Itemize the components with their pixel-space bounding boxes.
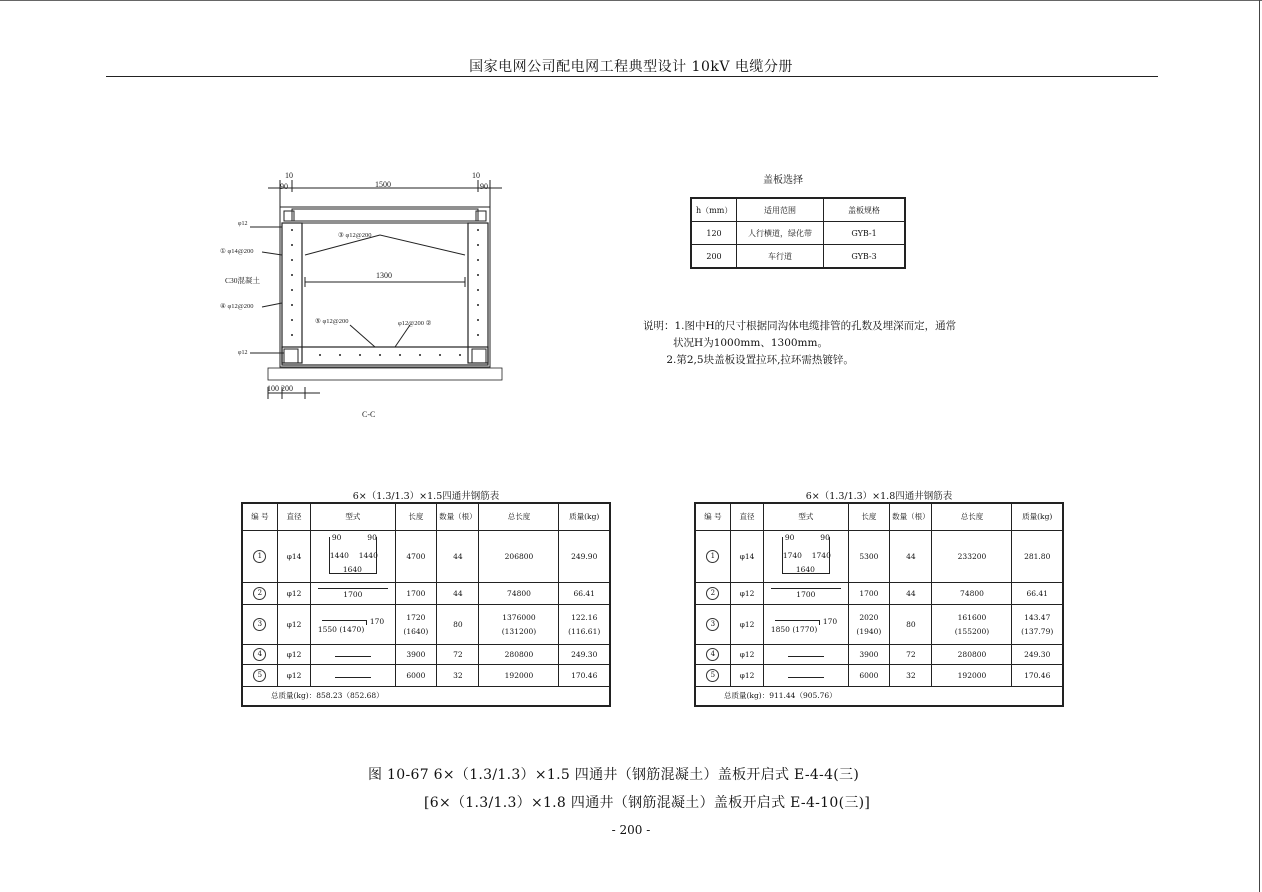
- rebar-length-value: 2020: [859, 612, 879, 622]
- rebar-shape: [311, 530, 395, 582]
- shape-hook: [318, 612, 388, 634]
- stirrup-bottom: 1640: [795, 565, 815, 574]
- rebar-quantity: 32: [437, 664, 479, 686]
- rebar-mass: [559, 582, 610, 604]
- rebar-shape: [764, 582, 848, 604]
- header-cell: 编 号: [695, 503, 730, 530]
- rebar-total-length-value: (131200): [501, 626, 537, 636]
- stirrup-mid-left: 1440: [329, 551, 349, 560]
- header-cell: 数量（根）: [437, 503, 479, 530]
- header-cell: h（mm）: [691, 198, 737, 222]
- table-header-row: [695, 503, 1063, 530]
- header-cell: 质量(kg): [559, 503, 610, 530]
- label-rebar3: ③ φ12@200: [338, 232, 372, 239]
- rebar-diameter: φ14: [730, 530, 763, 582]
- rebar-mass: [1012, 530, 1063, 582]
- table-row: [242, 582, 610, 604]
- rebar-length-value: 1720: [406, 612, 426, 622]
- rebar-total-length: [932, 530, 1012, 582]
- table-row: [242, 664, 610, 686]
- table-cell: 人行横道，绿化带: [737, 222, 824, 245]
- rebar-shape: [311, 604, 395, 644]
- rebar-number: [695, 664, 730, 686]
- rebar-total-length: [932, 582, 1012, 604]
- hook-label: 1850 (1770): [770, 625, 818, 634]
- rebar-total-length-value: 280800: [504, 649, 534, 659]
- rebar-quantity: 80: [890, 604, 932, 644]
- header-cell: 型式: [311, 503, 395, 530]
- circled-number: 2: [706, 587, 719, 600]
- rebar-mass: [559, 604, 610, 644]
- circled-number: 4: [253, 648, 266, 661]
- rebar-shape: [764, 644, 848, 664]
- rebar-length: [848, 582, 890, 604]
- rebar-diameter: φ12: [277, 604, 310, 644]
- rebar-mass-value: (137.79): [1021, 626, 1054, 636]
- rebar-total-length-value: 1376000: [502, 612, 536, 622]
- rebar-total-length: [479, 582, 559, 604]
- rebar-length-value: 5300: [859, 551, 879, 561]
- rebar-total-length-value: (155200): [954, 626, 990, 636]
- header-cell: 长度: [395, 503, 437, 530]
- total-mass: 总质量(kg)：858.23（852.68）: [242, 686, 610, 706]
- stirrup-top-right: 90: [820, 533, 830, 542]
- table-header-row: [691, 198, 905, 222]
- rebar-mass-value: 143.47: [1024, 612, 1051, 622]
- rebar-mass-value: (116.61): [568, 626, 601, 636]
- rebar-mass-value: 66.41: [1026, 588, 1048, 598]
- rebar-quantity: 80: [437, 604, 479, 644]
- cover-table: [690, 197, 906, 269]
- rebar-mass: [1012, 604, 1063, 644]
- rebar-total-length: [479, 664, 559, 686]
- rebar-diameter: φ12: [730, 604, 763, 644]
- stirrup-mid-right: 1440: [358, 551, 378, 560]
- table-cell: GYB-3: [824, 245, 906, 269]
- rebar-length: [395, 664, 437, 686]
- rebar-shape: [311, 582, 395, 604]
- table-row: [691, 245, 905, 269]
- rebar-shape: [764, 604, 848, 644]
- rebar-number: [242, 664, 277, 686]
- rebar-mass: [1012, 664, 1063, 686]
- page-number: - 200 -: [611, 823, 651, 837]
- rebar-mass-value: 66.41: [573, 588, 595, 598]
- table-row: [242, 604, 610, 644]
- rebar-mass-value: 249.30: [571, 649, 598, 659]
- shape-plain: [788, 656, 824, 657]
- rebar-number: [242, 582, 277, 604]
- dim-10-right: 10: [472, 171, 480, 180]
- rebar-total-length: [479, 644, 559, 664]
- rebar-mass: [559, 644, 610, 664]
- note-line: 2.第2,5块盖板设置拉环,拉环需热镀锌。: [643, 354, 854, 366]
- section-drawing: [210, 165, 520, 430]
- rebar-number: [242, 604, 277, 644]
- figure-caption-line1: 图 10-67 6×（1.3/1.3）×1.5 四通井（钢筋混凝土）盖板开启式 E-4-4(三): [368, 767, 860, 783]
- rebar-total-length-value: 192000: [957, 670, 987, 680]
- rebar-length: [848, 604, 890, 644]
- rebar-diameter: φ12: [730, 664, 763, 686]
- page-right-border: [1259, 0, 1260, 892]
- note-line: 说明：1.图中H的尺寸根据同沟体电缆排管的孔数及埋深而定，通常: [643, 320, 957, 332]
- figure-caption-line2: [6×（1.3/1.3）×1.8 四通井（钢筋混凝土）盖板开启式 E-4-10(三)]: [424, 795, 871, 811]
- rebar-length: [395, 644, 437, 664]
- label-rebar1: ① φ14@200: [220, 248, 254, 255]
- dim-1500: 1500: [375, 180, 391, 189]
- rebar-total-length: [932, 664, 1012, 686]
- label-phi12-top: φ12: [238, 221, 248, 227]
- rebar-total-length-value: 74800: [507, 588, 531, 598]
- circled-number: 5: [706, 669, 719, 682]
- header-cell: 直径: [730, 503, 763, 530]
- stirrup-top-left: 90: [784, 533, 795, 542]
- header-rule: [106, 76, 1158, 77]
- rebar-number: [695, 644, 730, 664]
- rebar-length: [395, 604, 437, 644]
- label-rebar5: ⑤ φ12@200: [315, 318, 349, 325]
- rebar-diameter: φ12: [277, 582, 310, 604]
- rebar-table-2: [694, 502, 1064, 707]
- rebar-length-value: (1640): [403, 626, 429, 636]
- table-row: [695, 582, 1063, 604]
- circled-number: 3: [253, 618, 266, 631]
- hook-label: 1550 (1470): [317, 625, 365, 634]
- rebar-number: [695, 530, 730, 582]
- rebar-quantity: 72: [437, 644, 479, 664]
- table-cell: 车行道: [737, 245, 824, 269]
- header-cell: 总长度: [479, 503, 559, 530]
- rebar-length-value: 3900: [406, 649, 426, 659]
- table-row: [695, 664, 1063, 686]
- table-row: [695, 644, 1063, 664]
- stirrup-mid-right: 1740: [811, 551, 831, 560]
- rebar-mass-value: 281.80: [1024, 551, 1051, 561]
- shape-stirrup: [327, 533, 379, 577]
- rebar-quantity: 44: [890, 530, 932, 582]
- rebar-table-1: [241, 502, 611, 707]
- design-notes: [643, 318, 956, 369]
- rebar-mass-value: 122.16: [571, 612, 598, 622]
- stirrup-bottom: 1640: [342, 565, 362, 574]
- label-rebar2: φ12@200 ②: [398, 320, 432, 327]
- circled-number: 4: [706, 648, 719, 661]
- stirrup-top-right: 90: [367, 533, 377, 542]
- table-row: [695, 604, 1063, 644]
- header-cell: 总长度: [932, 503, 1012, 530]
- rebar-length: [848, 644, 890, 664]
- header-cell: 质量(kg): [1012, 503, 1063, 530]
- rebar-mass-value: 249.90: [571, 551, 598, 561]
- table-row: [695, 530, 1063, 582]
- rebar-shape: [764, 530, 848, 582]
- header-cell: 长度: [848, 503, 890, 530]
- rebar-diameter: φ12: [730, 582, 763, 604]
- rebar-length-value: 6000: [859, 670, 879, 680]
- shape-plain: [335, 656, 371, 657]
- rebar-length: [395, 530, 437, 582]
- rebar-length-value: 1700: [406, 588, 426, 598]
- rebar-shape: [764, 664, 848, 686]
- rebar-diameter: φ12: [277, 644, 310, 664]
- rebar-quantity: 44: [437, 530, 479, 582]
- dim-bottom: 100 200: [267, 384, 293, 393]
- rebar-length-value: 4700: [406, 551, 426, 561]
- circled-number: 1: [253, 550, 266, 563]
- shape-plain: [788, 677, 824, 678]
- rebar-length-value: 1700: [859, 588, 879, 598]
- dim-90-left: 90: [280, 182, 288, 191]
- rebar-number: [695, 582, 730, 604]
- label-rebar4: ④ φ12@200: [220, 303, 254, 310]
- rebar-mass: [1012, 582, 1063, 604]
- circled-number: 1: [706, 550, 719, 563]
- rebar-total-length-value: 280800: [957, 649, 987, 659]
- shape-straight: 1700: [771, 588, 841, 599]
- rebar-total-length-value: 192000: [504, 670, 534, 680]
- rebar-mass: [559, 530, 610, 582]
- rebar-length: [395, 582, 437, 604]
- page-top-border: [0, 0, 1262, 1]
- table-cell: GYB-1: [824, 222, 906, 245]
- rebar-quantity: 32: [890, 664, 932, 686]
- rebar-mass: [559, 664, 610, 686]
- rebar-shape: [311, 664, 395, 686]
- header-cell: 直径: [277, 503, 310, 530]
- page-header-title: 国家电网公司配电网工程典型设计 10kV 电缆分册: [469, 59, 793, 75]
- hook-end: 170: [369, 617, 385, 626]
- label-phi12-bottom: φ12: [238, 350, 248, 356]
- rebar-table-2-title: 6×（1.3/1.3）×1.8四通井钢筋表: [805, 491, 953, 502]
- table-total-row: [242, 686, 610, 706]
- dim-10-left: 10: [285, 171, 293, 180]
- table-cell: 120: [691, 222, 737, 245]
- dim-1300: 1300: [376, 271, 392, 280]
- rebar-diameter: φ12: [277, 664, 310, 686]
- rebar-total-length: [479, 604, 559, 644]
- rebar-quantity: 44: [437, 582, 479, 604]
- rebar-length: [848, 530, 890, 582]
- hook-end: 170: [822, 617, 838, 626]
- rebar-total-length-value: 161600: [957, 612, 987, 622]
- shape-stirrup: [780, 533, 832, 577]
- section-caption: C-C: [362, 410, 376, 419]
- shape-plain: [335, 677, 371, 678]
- header-cell: 编 号: [242, 503, 277, 530]
- circled-number: 2: [253, 587, 266, 600]
- label-concrete: C30混凝土: [225, 276, 261, 285]
- rebar-mass: [1012, 644, 1063, 664]
- rebar-number: [695, 604, 730, 644]
- rebar-length: [848, 664, 890, 686]
- circled-number: 3: [706, 618, 719, 631]
- rebar-number: [242, 644, 277, 664]
- rebar-quantity: 72: [890, 644, 932, 664]
- shape-hook: [771, 612, 841, 634]
- rebar-mass-value: 170.46: [1024, 670, 1051, 680]
- note-line: 状况H为1000mm、1300mm。: [643, 337, 828, 349]
- rebar-total-length: [932, 644, 1012, 664]
- rebar-diameter: φ12: [730, 644, 763, 664]
- dim-90-right: 90: [480, 182, 488, 191]
- stirrup-top-left: 90: [331, 533, 342, 542]
- table-row: [691, 222, 905, 245]
- rebar-diameter: φ14: [277, 530, 310, 582]
- header-cell: 适用范围: [737, 198, 824, 222]
- rebar-mass-value: 170.46: [571, 670, 598, 680]
- rebar-length-value: 3900: [859, 649, 879, 659]
- circled-number: 5: [253, 669, 266, 682]
- rebar-number: [242, 530, 277, 582]
- stirrup-mid-left: 1740: [782, 551, 802, 560]
- rebar-mass-value: 249.30: [1024, 649, 1051, 659]
- shape-straight: 1700: [318, 588, 388, 599]
- table-row: [242, 530, 610, 582]
- table-total-row: [695, 686, 1063, 706]
- table-row: [242, 644, 610, 664]
- rebar-total-length-value: 233200: [957, 551, 987, 561]
- table-header-row: [242, 503, 610, 530]
- total-mass: 总质量(kg)：911.44（905.76）: [695, 686, 1063, 706]
- rebar-total-length-value: 74800: [960, 588, 984, 598]
- rebar-length-value: (1940): [856, 626, 882, 636]
- rebar-total-length-value: 206800: [504, 551, 534, 561]
- table-cell: 200: [691, 245, 737, 269]
- header-cell: 型式: [764, 503, 848, 530]
- rebar-shape: [311, 644, 395, 664]
- rebar-total-length: [932, 604, 1012, 644]
- rebar-total-length: [479, 530, 559, 582]
- cover-table-title: 盖板选择: [763, 175, 803, 186]
- rebar-table-1-title: 6×（1.3/1.3）×1.5四通井钢筋表: [352, 491, 500, 502]
- header-cell: 盖板规格: [824, 198, 906, 222]
- rebar-length-value: 6000: [406, 670, 426, 680]
- rebar-quantity: 44: [890, 582, 932, 604]
- header-cell: 数量（根）: [890, 503, 932, 530]
